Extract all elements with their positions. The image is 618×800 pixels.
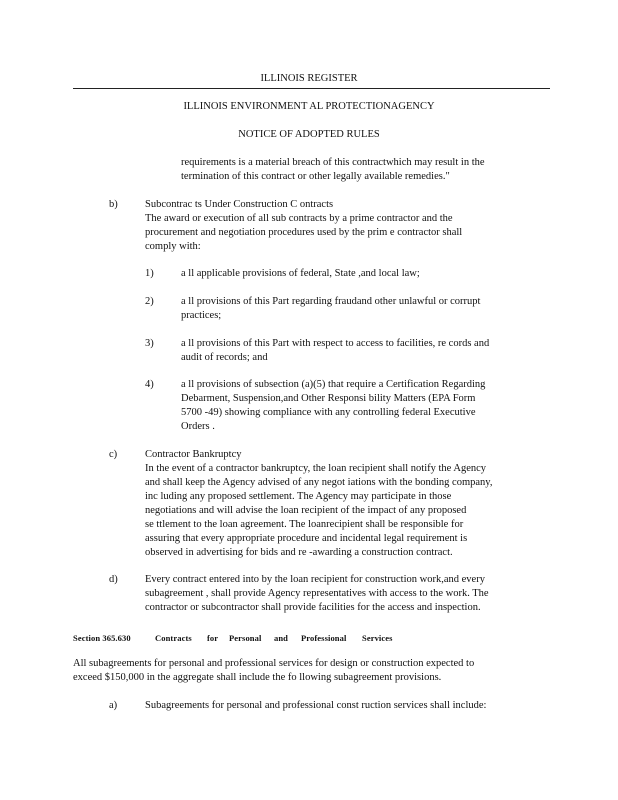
subsection-d bbox=[145, 573, 540, 615]
text-line: exceed $150,000 in the aggregate shall include the fo llowing subagreement provisions. bbox=[73, 672, 442, 683]
header-rule bbox=[73, 88, 550, 89]
text-line: subagreement , shall provide Agency representatives with access to the work. The bbox=[145, 588, 489, 599]
text-line: assuring that every appropriate procedure and incidental legal requirement is bbox=[145, 533, 468, 544]
text-line: and shall keep the Agency advised of any negot iations with the bonding company, bbox=[145, 477, 493, 488]
continuation-paragraph bbox=[181, 156, 529, 184]
item-3 bbox=[181, 337, 531, 365]
subsection-a-text: Subagreements for personal and professional const ruction services shall include: bbox=[145, 700, 487, 711]
item-4 bbox=[181, 378, 531, 434]
subsection-b bbox=[145, 198, 535, 254]
item-1 bbox=[181, 267, 531, 281]
section-heading-word: Services bbox=[362, 633, 393, 643]
text-line: a ll provisions of this Part with respect to access to facilities, re cords and bbox=[181, 338, 490, 349]
subsection-d-label: d) bbox=[109, 574, 118, 585]
text-line: contractor or subcontractor shall provide facilities for the access and inspection. bbox=[145, 602, 481, 613]
subsection-b-title: Subcontrac ts Under Construction C ontracts bbox=[145, 199, 334, 210]
text-line: 5700 -49) showing compliance with any controlling federal Executive bbox=[181, 407, 476, 418]
item-3-number: 3) bbox=[145, 338, 154, 349]
section-heading-word: Personal bbox=[229, 633, 262, 643]
item-1-number: 1) bbox=[145, 268, 154, 279]
subsection-b-label: b) bbox=[109, 199, 118, 210]
text-line: Every contract entered into by the loan recipient for construction work,and every bbox=[145, 574, 485, 585]
item-2 bbox=[181, 295, 531, 323]
text-line: observed in advertising for bids and re -awarding a construction contract. bbox=[145, 547, 453, 558]
text-line: a ll provisions of subsection (a)(5) that require a Certification Regarding bbox=[181, 379, 486, 390]
section-heading-word: and bbox=[274, 633, 289, 643]
subsection-c-label: c) bbox=[109, 449, 118, 460]
notice-title: NOTICE OF ADOPTED RULES bbox=[238, 129, 380, 140]
text-line: All subagreements for personal and professional services for design or construction expected to bbox=[73, 658, 475, 669]
text-line: Orders . bbox=[181, 421, 215, 432]
text-line: procurement and negotiation procedures used by the prim e contractor shall bbox=[145, 227, 463, 238]
section-heading-word: Contracts bbox=[155, 633, 192, 643]
section-paragraph bbox=[73, 657, 538, 685]
section-number: Section 365.630 bbox=[73, 633, 131, 643]
text-line: se ttlement to the loan agreement. The loanrecipient shall be responsible for bbox=[145, 519, 464, 530]
text-line: comply with: bbox=[145, 241, 201, 252]
section-heading-word: Professional bbox=[301, 633, 347, 643]
text-line: negotiations and will advise the loan recipient of the impact of any proposed bbox=[145, 505, 467, 516]
item-4-number: 4) bbox=[145, 379, 154, 390]
section-heading-word: for bbox=[207, 633, 219, 643]
text-line: audit of records; and bbox=[181, 352, 268, 363]
text-line: a ll provisions of this Part regarding fraudand other unlawful or corrupt bbox=[181, 296, 481, 307]
text-line: requirements is a material breach of this contractwhich may result in the bbox=[181, 157, 485, 168]
subsection-a-label: a) bbox=[109, 700, 118, 711]
text-line: In the event of a contractor bankruptcy, the loan recipient shall notify the Agency bbox=[145, 463, 487, 474]
text-line: a ll applicable provisions of federal, State ,and local law; bbox=[181, 268, 420, 279]
register-title: ILLINOIS REGISTER bbox=[260, 73, 358, 84]
text-line: practices; bbox=[181, 310, 222, 321]
subsection-c-title: Contractor Bankruptcy bbox=[145, 449, 242, 460]
text-line: Debarment, Suspension,and Other Responsi bility Matters (EPA Form bbox=[181, 393, 476, 404]
agency-name: ILLINOIS ENVIRONMENT AL PROTECTIONAGENCY bbox=[183, 101, 435, 112]
subsection-c bbox=[145, 448, 540, 560]
item-2-number: 2) bbox=[145, 296, 154, 307]
text-line: inc luding any proposed settlement. The Agency may participate in those bbox=[145, 491, 452, 502]
text-line: termination of this contract or other legally available remedies." bbox=[181, 171, 450, 182]
text-line: The award or execution of all sub contracts by a prime contractor and the bbox=[145, 213, 453, 224]
